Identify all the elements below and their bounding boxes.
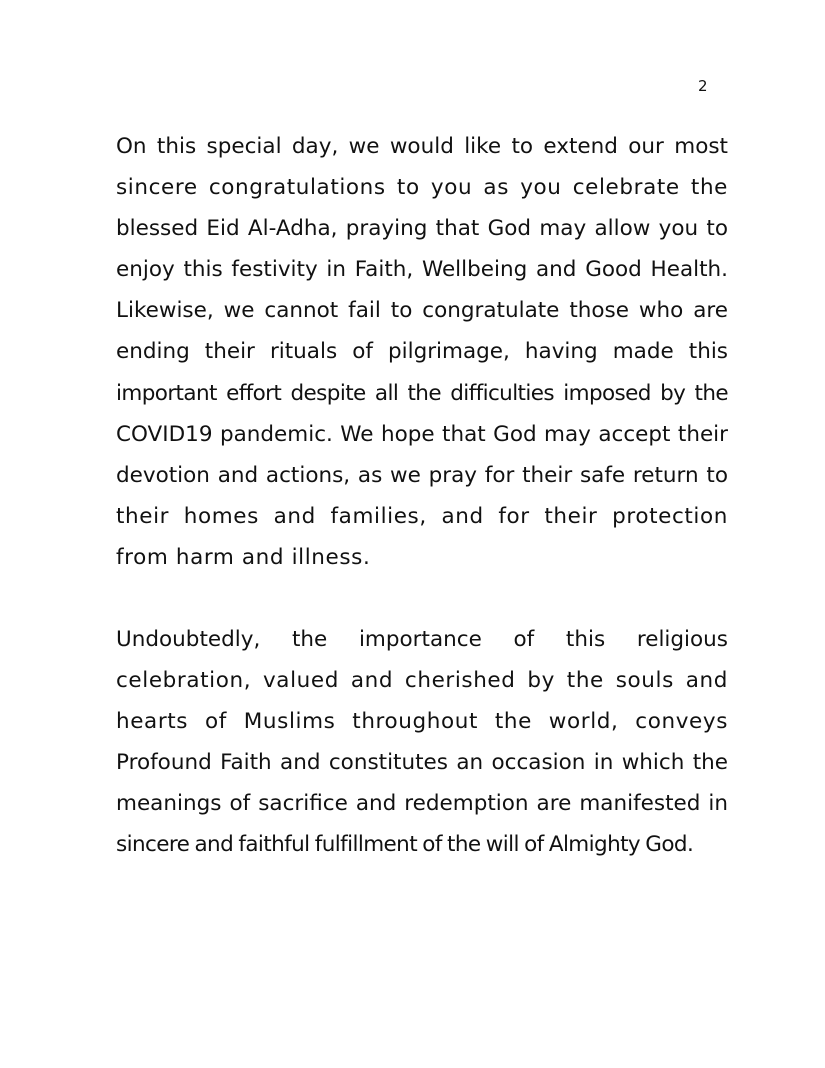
paragraph-religious-importance <box>116 619 728 866</box>
text-line: Profound Faith and constitutes an occasion in which the <box>116 750 728 776</box>
text-line: devotion and actions, as we pray for their safe return to <box>116 462 728 488</box>
text-line: blessed Eid Al-Adha, praying that God may allow you to <box>116 216 728 242</box>
text-line: enjoy this festivity in Faith, Wellbeing and Good Health. <box>116 257 728 283</box>
text-line: sincere and faithful fulfillment of the will of Almighty God. <box>116 832 694 858</box>
text-line: On this special day, we would like to extend our most <box>116 134 728 159</box>
text-line: Undoubtedly, the importance of this religious <box>116 627 728 652</box>
text-line: Likewise, we cannot fail to congratulate those who are <box>116 298 728 324</box>
text-line: hearts of Muslims throughout the world, conveys <box>116 709 728 735</box>
text-line: their homes and families, and for their protection <box>116 503 728 529</box>
text-line: celebration, valued and cherished by the souls and <box>116 668 728 694</box>
text-line: meanings of sacrifice and redemption are manifested in <box>116 791 728 817</box>
text-line: from harm and illness. <box>116 544 371 570</box>
text-line: ending their rituals of pilgrimage, having made this <box>116 339 728 365</box>
text-line: COVID19 pandemic. We hope that God may accept their <box>116 421 728 447</box>
text-line: important effort despite all the difficulties imposed by the <box>116 380 728 406</box>
page-number: 2 <box>698 77 708 95</box>
text-line: sincere congratulations to you as you celebrate the <box>116 175 728 201</box>
paragraph-eid-congratulations <box>116 126 728 578</box>
